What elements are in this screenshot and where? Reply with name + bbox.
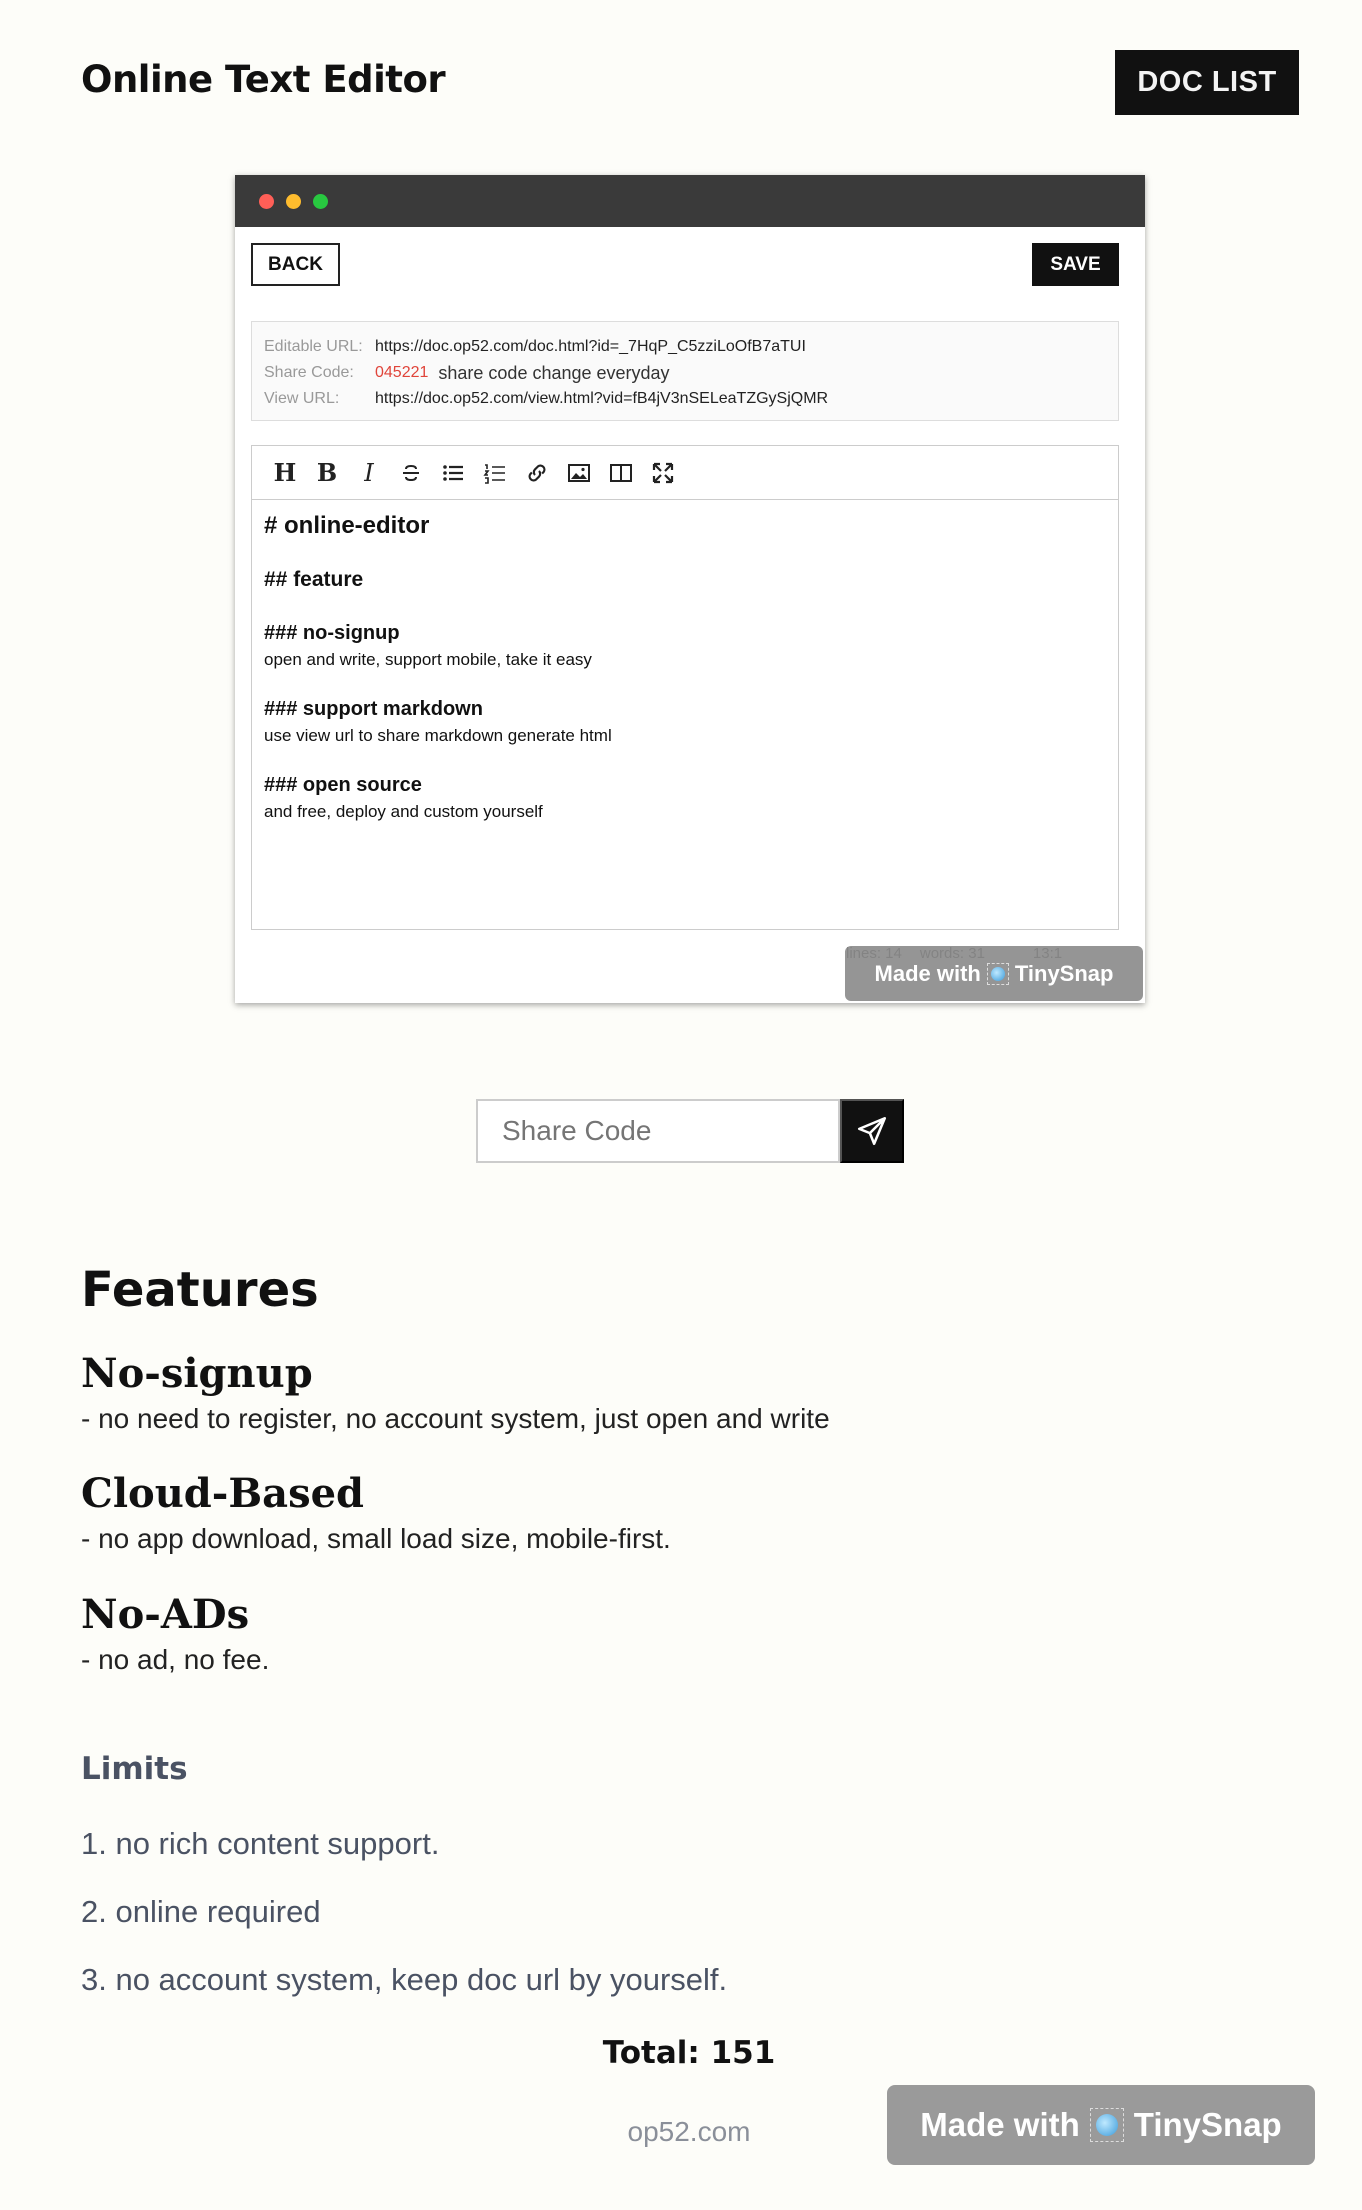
bullet-list-button[interactable] <box>432 453 474 493</box>
feature-item <box>81 1350 830 1435</box>
bullet-list-icon <box>441 461 465 485</box>
minimize-dot-icon <box>286 194 301 209</box>
limits-heading: Limits <box>81 1751 188 1787</box>
md-heading-3: ### support markdown <box>264 698 483 720</box>
ordered-list-button[interactable] <box>474 453 516 493</box>
editor-toolbar <box>252 446 1118 500</box>
share-code-label: Share Code: <box>264 364 354 381</box>
md-heading-2: ## feature <box>264 568 364 591</box>
md-heading-3: ### open source <box>264 774 422 796</box>
feature-title: No-signup <box>81 1350 313 1397</box>
feature-item <box>81 1470 671 1555</box>
columns-icon <box>609 461 633 485</box>
tinysnap-logo-icon <box>987 963 1009 985</box>
strikethrough-button[interactable] <box>390 453 432 493</box>
strikethrough-icon <box>399 461 423 485</box>
image-button[interactable] <box>558 453 600 493</box>
view-url-value[interactable]: https://doc.op52.com/view.html?vid=fB4jV3nSELeaTZGySjQMR <box>375 390 829 407</box>
tinysnap-logo-icon <box>1090 2108 1124 2142</box>
md-heading-3: ### no-signup <box>264 622 400 644</box>
tinysnap-watermark <box>845 946 1143 1001</box>
watermark-brand: TinySnap <box>1014 960 1114 986</box>
watermark-text: Made with <box>920 2106 1080 2143</box>
md-paragraph: use view url to share markdown generate html <box>264 726 612 745</box>
watermark-text: Made with <box>874 960 981 986</box>
link-icon <box>525 461 549 485</box>
share-code-input[interactable] <box>476 1099 840 1163</box>
md-paragraph: and free, deploy and custom yourself <box>264 802 543 821</box>
features-heading: Features <box>81 1262 319 1318</box>
share-submit-button[interactable] <box>840 1099 904 1163</box>
back-button[interactable]: BACK <box>251 243 340 286</box>
editor-window <box>235 175 1145 1003</box>
feature-item <box>81 1591 269 1676</box>
share-code-note: share code change everyday <box>438 362 670 383</box>
watermark-brand: TinySnap <box>1133 2106 1282 2143</box>
limit-item: 1. no rich content support. <box>81 1826 440 1861</box>
view-url-label: View URL: <box>264 390 340 407</box>
limit-item: 2. online required <box>81 1894 321 1929</box>
bold-icon: B <box>316 458 338 487</box>
limit-item: 3. no account system, keep doc url by yourself. <box>81 1962 728 1997</box>
tinysnap-watermark-large <box>887 2085 1315 2165</box>
side-by-side-button[interactable] <box>600 453 642 493</box>
footer-domain-link[interactable]: op52.com <box>627 2116 751 2147</box>
md-heading-1: # online-editor <box>264 512 430 539</box>
fullscreen-button[interactable] <box>642 453 684 493</box>
feature-text: - no ad, no fee. <box>81 1644 270 1675</box>
send-icon <box>855 1114 889 1148</box>
feature-title: Cloud-Based <box>81 1470 365 1517</box>
feature-text: - no need to register, no account system, just open and write <box>81 1403 830 1434</box>
doc-list-button[interactable]: DOC LIST <box>1115 50 1299 115</box>
italic-icon: I <box>364 458 374 487</box>
image-icon <box>567 461 591 485</box>
editor-content[interactable] <box>252 500 1118 834</box>
fullscreen-icon <box>651 461 675 485</box>
ordered-list-icon <box>483 461 507 485</box>
bold-button[interactable] <box>306 453 348 493</box>
doc-url-panel <box>251 321 1119 421</box>
page-title: Online Text Editor <box>81 58 446 101</box>
save-button[interactable]: SAVE <box>1032 243 1119 286</box>
close-dot-icon <box>259 194 274 209</box>
heading-button[interactable] <box>264 453 306 493</box>
feature-text: - no app download, small load size, mobile-first. <box>81 1523 671 1554</box>
window-titlebar <box>235 175 1145 227</box>
italic-button[interactable] <box>348 453 390 493</box>
maximize-dot-icon <box>313 194 328 209</box>
heading-icon: H <box>273 458 297 487</box>
md-paragraph: open and write, support mobile, take it easy <box>264 650 592 669</box>
link-button[interactable] <box>516 453 558 493</box>
total-count: Total: 151 <box>602 2035 776 2071</box>
editable-url-label: Editable URL: <box>264 338 363 355</box>
markdown-editor[interactable] <box>251 445 1119 930</box>
feature-title: No-ADs <box>81 1591 250 1638</box>
editable-url-value[interactable]: https://doc.op52.com/doc.html?id=_7HqP_C5zziLoOfB7aTUI <box>375 338 806 355</box>
share-code-value: 045221 <box>375 364 429 381</box>
